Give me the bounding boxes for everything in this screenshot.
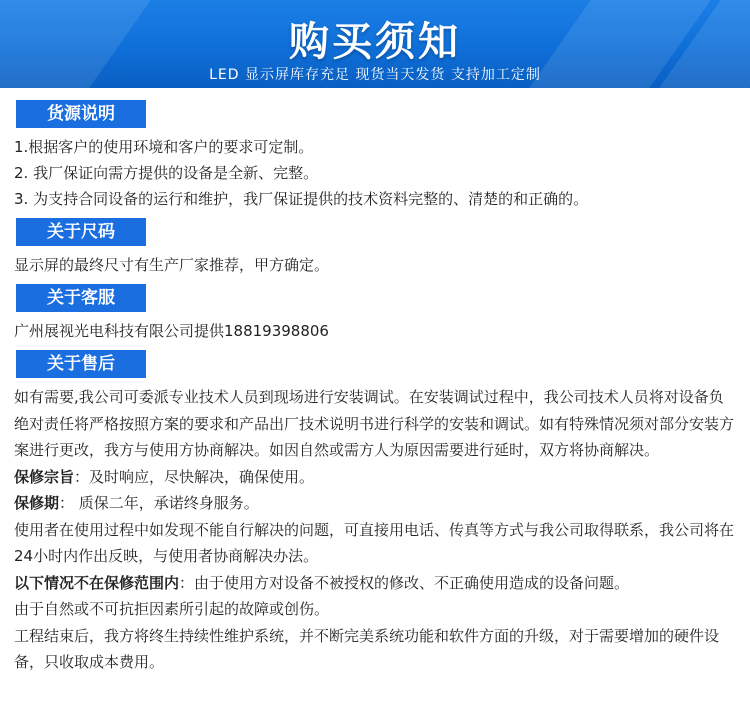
source-line: 1.根据客户的使用环境和客户的要求可定制。 [14, 138, 314, 156]
service-text: 广州展视光电科技有限公司提供18819398806 [14, 322, 329, 340]
section-source [14, 98, 736, 212]
warranty-exclusion-text: ：由于使用方对设备不被授权的修改、不正确使用造成的设备问题。 [179, 573, 630, 592]
warranty-period-text: ： 质保二年，承诺终身服务。 [59, 494, 259, 512]
main-content [0, 88, 750, 676]
page-title: 购买须知 [289, 19, 461, 65]
warranty-exclusion [14, 570, 736, 597]
warranty-period [14, 490, 736, 517]
page-subtitle: LED 显示屏库存充足 现货当天发货 支持加工定制 [209, 67, 541, 83]
warranty-period-label: 保修期 [14, 494, 60, 512]
source-line: 3. 为支持合同设备的运行和维护，我厂保证提供的技术资料完整的、清楚的和正确的。 [14, 190, 589, 208]
warranty-tenet-text: ：及时响应，尽快解决，确保使用。 [74, 467, 315, 486]
warranty-exclusion-2: 由于自然或不可抗拒因素所引起的故障或创伤。 [14, 600, 330, 618]
section-label-aftersale: 关于售后 [16, 350, 146, 378]
warranty-exclusion-label: 以下情况不在保修范围内 [14, 573, 180, 592]
section-service [14, 282, 736, 344]
aftersale-closing: 工程结束后，我方将终生持续性维护系统，并不断完美系统功能和软件方面的升级，对于需要增加的硬件设备，只收取成本费用。 [14, 626, 720, 671]
section-aftersale [14, 348, 736, 676]
header-banner [0, 0, 750, 88]
section-size [14, 216, 736, 278]
warranty-tenet [14, 464, 736, 491]
size-text: 显示屏的最终尺寸有生产厂家推荐，甲方确定。 [14, 256, 330, 274]
section-label-size: 关于尺码 [16, 218, 146, 246]
aftersale-intro: 如有需要,我公司可委派专业技术人员到现场进行安装调试。在安装调试过程中，我公司技术人员将对设备负绝对责任将严格按照方案的要求和产品出厂技术说明书进行科学的安装和调试。如有特殊情况须对部分安装方案进行更改，我方与使用方协商解决。如因自然或需方人为原因需要进行延时，双方将协商解决。 [14, 388, 735, 459]
warranty-tenet-label: 保修宗旨 [14, 467, 75, 486]
aftersale-contact: 使用者在使用过程中如发现不能自行解决的问题，可直接用电话、传真等方式与我公司取得联系，我公司将在24小时内作出反映，与使用者协商解决办法。 [14, 520, 735, 565]
source-line: 2. 我厂保证向需方提供的设备是全新、完整。 [14, 164, 319, 182]
section-label-source: 货源说明 [16, 100, 146, 128]
section-label-service: 关于客服 [16, 284, 146, 312]
